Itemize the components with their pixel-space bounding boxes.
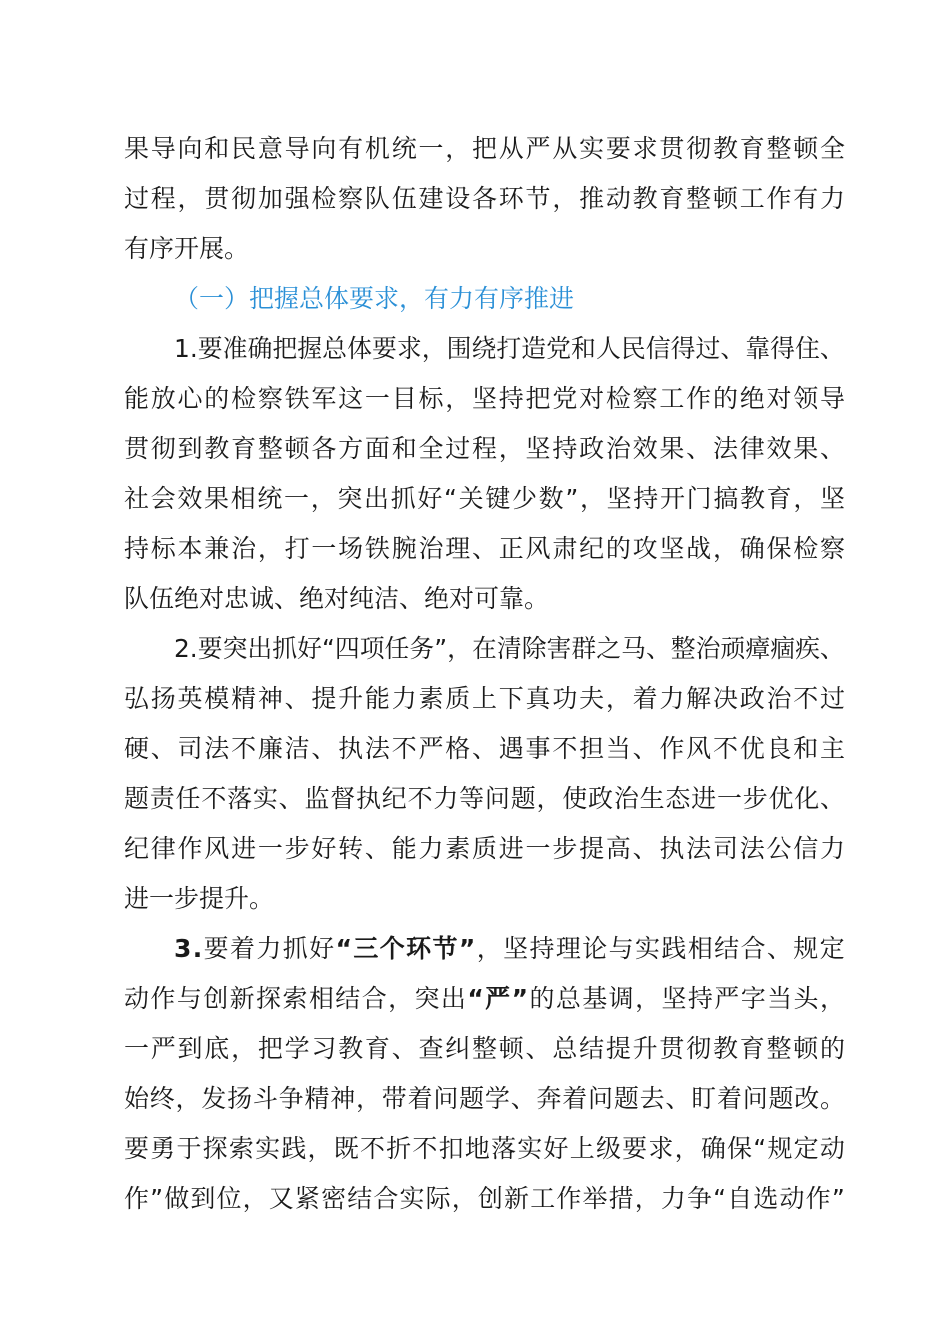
quoted-term: “三个环节” bbox=[335, 934, 477, 963]
paragraph-line: 社会效果相统一，突出抓好“关键少数”，坚持开门搞教育，坚 bbox=[124, 484, 847, 513]
paragraph-line: 1.要准确把握总体要求，围绕打造党和人民信得过、靠得住、 bbox=[174, 334, 845, 363]
paragraph-line: 有序开展。 bbox=[124, 234, 250, 263]
text-segment: ，坚持理论与实践相结合、规定 bbox=[476, 934, 847, 963]
paragraph-line: 果导向和民意导向有机统一，把从严从实要求贯彻教育整顿全 bbox=[124, 134, 847, 163]
paragraph-line: 弘扬英模精神、提升能力素质上下真功夫，着力解决政治不过 bbox=[124, 684, 847, 713]
paragraph-line: 硬、司法不廉洁、执法不严格、遇事不担当、作风不优良和主 bbox=[124, 734, 847, 763]
item-number: 3. bbox=[174, 934, 204, 963]
paragraph-line: 2.要突出抓好“四项任务”，在清除害群之马、整治顽瘴痼疾、 bbox=[174, 634, 845, 663]
text-segment: 的总基调，坚持严字当头， bbox=[529, 984, 847, 1013]
section-heading: （一）把握总体要求，有力有序推进 bbox=[174, 284, 575, 313]
paragraph-line: 作”做到位，又紧密结合实际，创新工作举措，力争“自选动作” bbox=[124, 1184, 846, 1213]
text-segment: 要着力抓好 bbox=[203, 934, 336, 963]
paragraph-line: 贯彻到教育整顿各方面和全过程，坚持政治效果、法律效果、 bbox=[124, 434, 847, 463]
paragraph-line: 始终，发扬斗争精神，带着问题学、奔着问题去、盯着问题改。 bbox=[124, 1084, 846, 1113]
paragraph-line: 过程，贯彻加强检察队伍建设各环节，推动教育整顿工作有力 bbox=[124, 184, 847, 213]
text-segment: 动作与创新探索相结合，突出 bbox=[124, 984, 468, 1013]
paragraph-line: 纪律作风进一步好转、能力素质进一步提高、执法司法公信力 bbox=[124, 834, 847, 863]
quoted-term: “严” bbox=[467, 984, 530, 1013]
paragraph-line: 进一步提升。 bbox=[124, 884, 275, 913]
paragraph-line: 题责任不落实、监督执纪不力等问题，使政治生态进一步优化、 bbox=[124, 784, 846, 813]
paragraph-line bbox=[174, 932, 846, 966]
paragraph-line: 要勇于探索实践，既不折不扣地落实好上级要求，确保“规定动 bbox=[124, 1134, 847, 1163]
paragraph-line bbox=[124, 982, 846, 1016]
paragraph-line: 持标本兼治，打一场铁腕治理、正风肃纪的攻坚战，确保检察 bbox=[124, 534, 847, 563]
paragraph-line: 一严到底，把学习教育、查纠整顿、总结提升贯彻教育整顿的 bbox=[124, 1034, 847, 1063]
paragraph-line: 能放心的检察铁军这一目标，坚持把党对检察工作的绝对领导 bbox=[124, 384, 847, 413]
paragraph-line: 队伍绝对忠诚、绝对纯洁、绝对可靠。 bbox=[124, 584, 550, 613]
